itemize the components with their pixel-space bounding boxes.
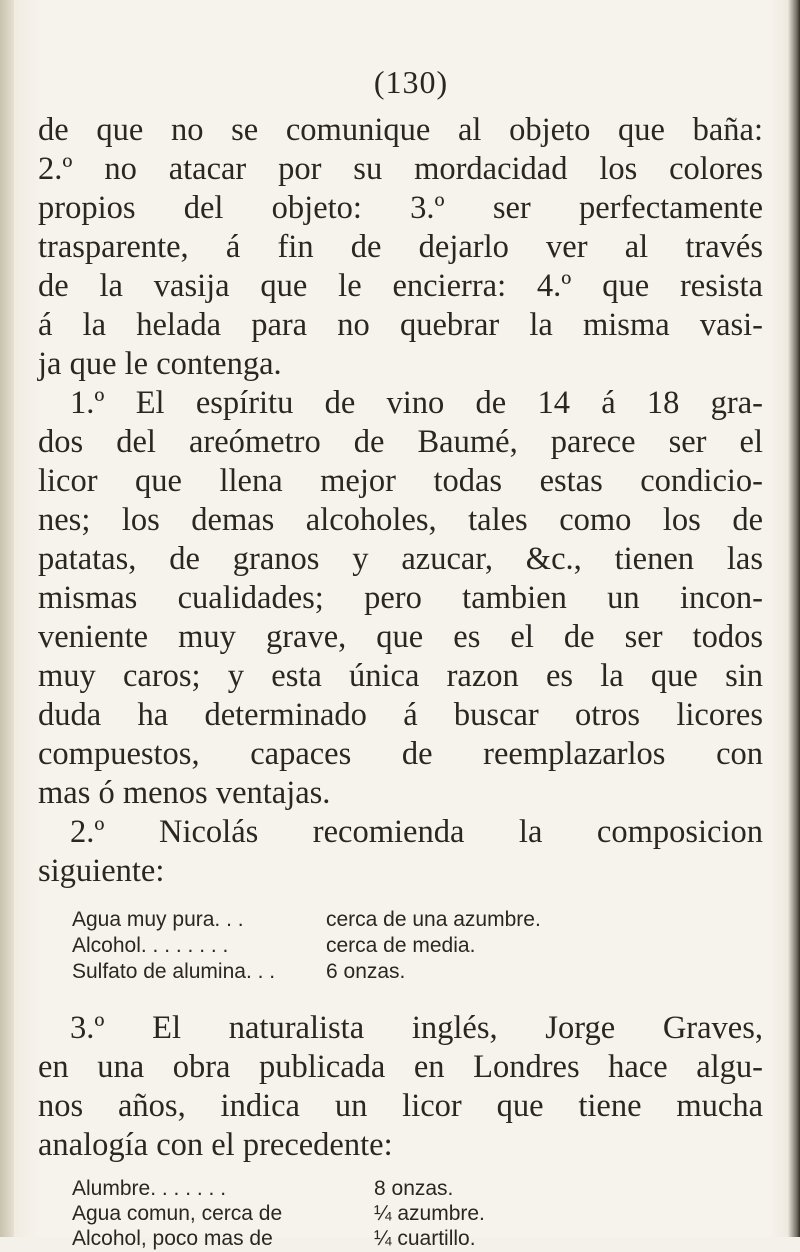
page-left-edge (0, 0, 14, 1237)
text-line: trasparente, á fin de dejarlo ver al través (38, 229, 763, 265)
text-line: nos años, indica un licor que tiene mucha (38, 1088, 763, 1124)
recipe-row (72, 907, 752, 933)
text-line: 1.º El espíritu de vino de 14 á 18 gra- (70, 385, 763, 421)
text-line: mas ó menos ventajas. (38, 775, 331, 811)
text-line: de la vasija que le encierra: 4.º que resista (38, 268, 763, 304)
text-line: analogía con el precedente: (38, 1127, 393, 1163)
page-number: (130) (373, 64, 449, 100)
ingredient-name: Agua comun, cerca de (72, 1202, 283, 1225)
ingredient-name: Alumbre. . . . . . . (72, 1177, 227, 1200)
text-line: patatas, de granos y azucar, &c., tienen las (38, 541, 763, 577)
text-line: propios del objeto: 3.º ser perfectamente (38, 190, 763, 226)
text-line: ja que le contenga. (38, 346, 282, 382)
text-line: dos del areómetro de Baumé, parece ser el (38, 424, 763, 460)
ingredient-name: Sulfato de alumina. . . (72, 960, 276, 983)
text-line: en una obra publicada en Londres hace algu- (38, 1049, 763, 1085)
recipe-row (72, 1201, 752, 1227)
text-line: licor que llena mejor todas estas condicio- (38, 463, 763, 499)
recipe-row (72, 1176, 752, 1202)
text-line: mismas cualidades; pero tambien un incon- (38, 580, 763, 616)
text-line: duda ha determinado á buscar otros licores (38, 697, 763, 733)
text-line: 3.º El naturalista inglés, Jorge Graves, (70, 1010, 763, 1046)
ingredient-name: Alcohol, poco mas de (72, 1227, 273, 1250)
ingredient-amount: cerca de media. (326, 934, 476, 957)
page-right-edge (788, 0, 800, 1237)
text-line: veniente muy grave, que es el de ser todos (38, 619, 763, 655)
text-line: nes; los demas alcoholes, tales como los de (38, 502, 763, 538)
ingredient-name: Alcohol. . . . . . . . (72, 934, 229, 957)
ingredient-name: Agua muy pura. . . (72, 908, 244, 931)
text-line: de que no se comunique al objeto que baña: (38, 112, 763, 148)
recipe-row (72, 959, 752, 985)
ingredient-amount: 6 onzas. (326, 960, 406, 983)
ingredient-amount: 8 onzas. (374, 1177, 454, 1200)
text-line: siguiente: (38, 853, 165, 889)
ingredient-amount: cerca de una azumbre. (326, 908, 541, 931)
text-line: 2.º no atacar por su mordacidad los colores (38, 151, 763, 187)
text-line: compuestos, capaces de reemplazarlos con (38, 736, 763, 772)
ingredient-amount: ¼ azumbre. (374, 1202, 485, 1225)
ingredient-amount: ¼ cuartillo. (374, 1227, 476, 1250)
text-line: 2.º Nicolás recomienda la composicion (70, 814, 763, 850)
text-line: muy caros; y esta única razon es la que sin (38, 658, 763, 694)
recipe-row (72, 933, 752, 959)
recipe-row (72, 1226, 752, 1252)
text-line: á la helada para no quebrar la misma vasi- (38, 307, 763, 343)
